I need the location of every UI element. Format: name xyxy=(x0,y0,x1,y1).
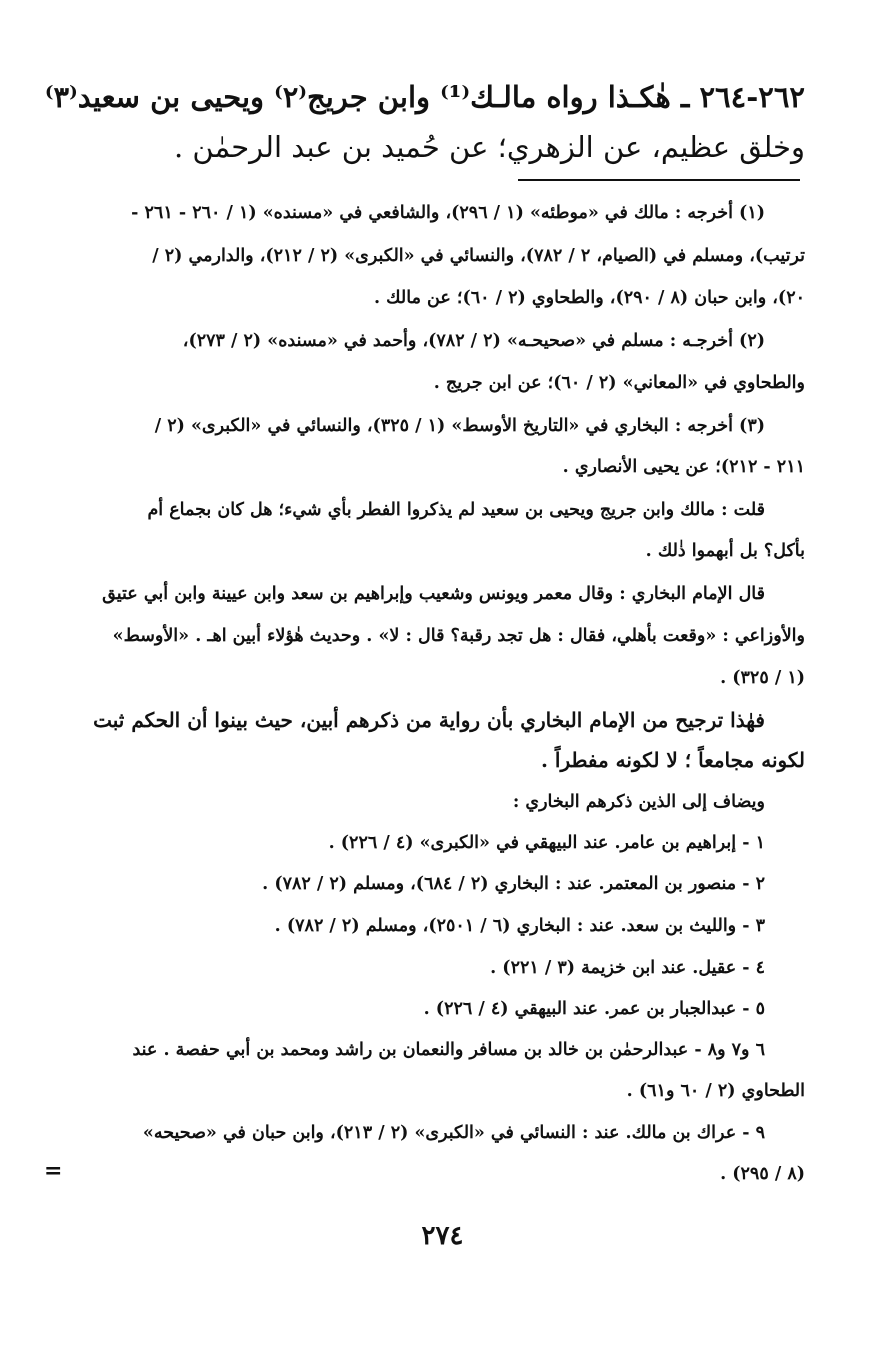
continuation-mark: = xyxy=(44,1158,63,1184)
list-item-2: ٢ - منصور بن المعتمر. عند : البخاري (٢ / ٦٨٤)، ومسلم (٢ / ٧٨٢) . xyxy=(262,874,765,894)
footnote-2-line-1: (٢) أخرجـه : مسلم في «صحيحـه» (٢ / ٧٨٢)، وأحمد في «مسنده» (٢ / ٢٧٣)، xyxy=(182,331,765,351)
page-number: ٢٧٤ xyxy=(421,1221,464,1251)
commentary-line-2: بأكل؟ بل أبهموا ذٰلك . xyxy=(645,541,805,561)
bukhari-quote-line-3: (١ / ٣٢٥) . xyxy=(720,668,805,688)
list-item-4: ٤ - عقيل. عند ابن خزيمة (٣ / ٢٢١) . xyxy=(490,958,765,978)
list-item-1: ١ - إبراهيم بن عامر. عند البيهقي في «الكبرى» (٤ / ٢٢٦) . xyxy=(328,833,765,853)
list-item-5: ٥ - عبدالجبار بن عمر. عند البيهقي (٤ / ٢٢٦) . xyxy=(423,999,765,1019)
list-item-6-8-line-2: الطحاوي (٢ / ٦٠ و٦١) . xyxy=(626,1081,805,1101)
footnote-3-line-2: ٢١١ - ٢١٢)؛ عن يحيى الأنصاري . xyxy=(562,457,805,477)
hadith-heading-line-1: ٢٦٢-٢٦٤ ـ هٰكـذا رواه مالـك⁽¹⁾ وابن جريج⁽٢⁾ ويحيى بن سعيد⁽٣⁾ xyxy=(44,80,805,114)
footnote-1-line-3: ٢٠)، وابن حبان (٨ / ٢٩٠)، والطحاوي (٢ / ٦٠)؛ عن مالك . xyxy=(373,288,805,308)
bukhari-quote-line-1: قال الإمام البخاري : وقال معمر ويونس وشعيب وإبراهيم بن سعد وابن عيينة وابن أبي عتيق xyxy=(102,584,765,604)
list-item-9-line-2: (٨ / ٢٩٥) . xyxy=(720,1164,805,1184)
footnote-1-line-1: (١) أخرجه : مالك في «موطئه» (١ / ٢٩٦)، والشافعي في «مسنده» (١ / ٢٦٠ - ٢٦١ - xyxy=(131,203,765,223)
additions-intro: ويضاف إلى الذين ذكرهم البخاري : xyxy=(512,792,765,812)
list-item-3: ٣ - والليث بن سعد. عند : البخاري (٦ / ٢٥٠١)، ومسلم (٢ / ٧٨٢) . xyxy=(274,916,765,936)
hadith-heading-line-2: وخلق عظيم، عن الزهري؛ عن حُميد بن عبد الرحمٰن . xyxy=(173,130,805,164)
footnote-3-line-1: (٣) أخرجه : البخاري في «التاريخ الأوسط» (١ / ٣٢٥)، والنسائي في «الكبرى» (٢ / xyxy=(154,416,765,436)
footnote-2-line-2: والطحاوي في «المعاني» (٢ / ٦٠)؛ عن ابن جريج . xyxy=(433,373,805,393)
commentary-line-1: قلت : مالك وابن جريج ويحيى بن سعيد لم يذكروا الفطر بأي شيء؛ هل كان بجماع أم xyxy=(147,500,765,520)
tarjih-line-2: لكونه مجامعاً ؛ لا لكونه مفطراً . xyxy=(540,748,805,772)
footnote-1-line-2: ترتيب)، ومسلم في (الصيام، ٢ / ٧٨٢)، والنسائي في «الكبرى» (٢ / ٢١٢)، والدارمي (٢ / xyxy=(152,246,805,266)
tarjih-line-1: فهٰذا ترجيح من الإمام البخاري بأن رواية من ذكرهم أبين، حيث بينوا أن الحكم ثبت xyxy=(93,708,765,732)
list-item-6-8-line-1: ٦ و٧ و٨ - عبدالرحمٰن بن خالد بن مسافر والنعمان بن راشد ومحمد بن أبي حفصة . عند xyxy=(132,1040,765,1060)
list-item-9-line-1: ٩ - عراك بن مالك. عند : النسائي في «الكبرى» (٢ / ٢١٣)، وابن حبان في «صحيحه» xyxy=(142,1123,765,1143)
bukhari-quote-line-2: والأوزاعي : «وقعت بأهلي، فقال : هل تجد رقبة؟ قال : لا» . وحديث هٰؤلاء أبين اهـ . «الأوسط» xyxy=(112,626,805,646)
footnote-separator xyxy=(518,179,800,181)
